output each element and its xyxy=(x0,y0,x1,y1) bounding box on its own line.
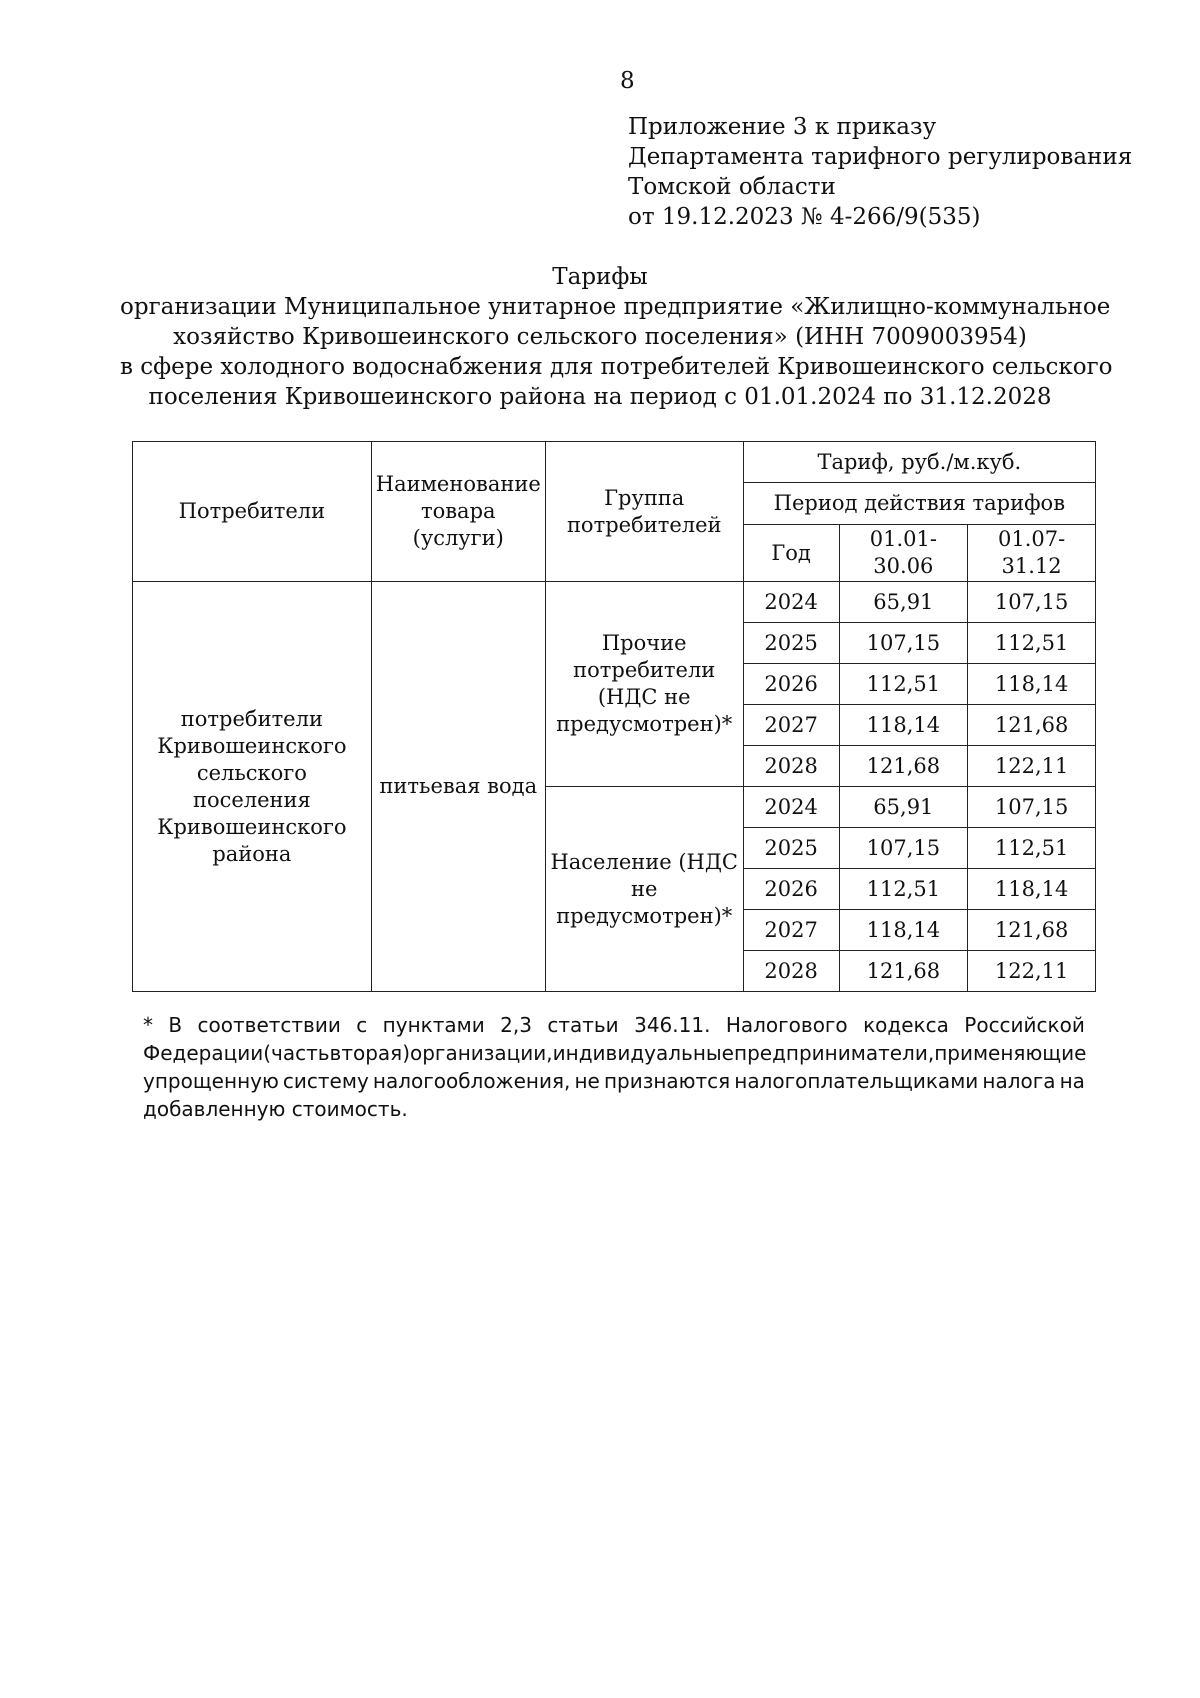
footnote-word: предприниматели, xyxy=(734,1041,935,1065)
tariff-cell: 112,51 xyxy=(968,828,1096,869)
tariff-cell: 121,68 xyxy=(839,746,968,787)
year-cell: 2024 xyxy=(743,582,839,623)
group-cell: Прочие потребители (НДС не предусмотрен)* xyxy=(545,582,743,787)
footnote-word: В xyxy=(168,1013,183,1037)
tariff-cell: 122,11 xyxy=(968,746,1096,787)
footnote-word: * xyxy=(143,1013,153,1037)
header-period: Период действия тарифов xyxy=(743,483,1095,525)
tariff-cell: 112,51 xyxy=(839,869,968,910)
year-cell: 2027 xyxy=(743,910,839,951)
footnote-word: (часть xyxy=(263,1041,330,1065)
tariff-cell: 107,15 xyxy=(968,787,1096,828)
footnote-word: применяющие xyxy=(934,1041,1087,1065)
appendix-line: Томской области xyxy=(628,174,836,200)
footnote-word: признаются xyxy=(603,1069,731,1093)
appendix-block xyxy=(628,112,1132,232)
year-cell: 2026 xyxy=(743,664,839,705)
footnote-word: Российской xyxy=(964,1013,1085,1037)
header-half2: 01.07-31.12 xyxy=(968,525,1096,582)
header-row xyxy=(133,442,1096,483)
footnote-word: не xyxy=(574,1069,600,1093)
year-cell: 2025 xyxy=(743,623,839,664)
tariff-cell: 118,14 xyxy=(968,664,1096,705)
footnote-line: добавленную стоимость. xyxy=(143,1097,408,1121)
document-title xyxy=(120,262,1113,412)
footnote-word: налогоплательщиками xyxy=(734,1069,979,1093)
header-consumers: Потребители xyxy=(133,442,372,582)
product-cell: питьевая вода xyxy=(371,582,545,992)
tariff-cell: 107,15 xyxy=(839,623,968,664)
header-product: Наименование товара (услуги) xyxy=(371,442,545,582)
year-cell: 2028 xyxy=(743,746,839,787)
footnote-line xyxy=(143,1039,1085,1067)
header-tariff: Тариф, руб./м.куб. xyxy=(743,442,1095,483)
footnote-word: индивидуальные xyxy=(552,1041,734,1065)
tariff-cell: 107,15 xyxy=(968,582,1096,623)
appendix-line: Департамента тарифного регулирования xyxy=(628,144,1133,170)
consumer-cell: потребители Кривошеинского сельского поселения Кривошеинского района xyxy=(133,582,372,992)
appendix-line: от 19.12.2023 № 4-266/9(535) xyxy=(628,204,981,230)
appendix-line: Приложение 3 к приказу xyxy=(628,114,937,140)
tariff-cell: 118,14 xyxy=(839,705,968,746)
tariff-cell: 65,91 xyxy=(839,787,968,828)
tariff-cell: 121,68 xyxy=(968,705,1096,746)
footnote-line xyxy=(143,1067,1085,1095)
footnote-word: налога xyxy=(982,1069,1056,1093)
tariff-cell: 121,68 xyxy=(968,910,1096,951)
footnote xyxy=(143,1011,1085,1123)
footnote-word: 2,3 xyxy=(500,1013,532,1037)
footnote-word: пунктами xyxy=(382,1013,485,1037)
footnote-word: соответствии xyxy=(197,1013,341,1037)
tariff-cell: 122,11 xyxy=(968,951,1096,992)
page-number: 8 xyxy=(620,68,635,94)
footnote-word: вторая) xyxy=(329,1041,410,1065)
tariff-cell: 118,14 xyxy=(839,910,968,951)
tariff-cell: 107,15 xyxy=(839,828,968,869)
footnote-word: 346.11. xyxy=(634,1013,711,1037)
footnote-word: Федерации xyxy=(143,1041,264,1065)
footnote-word: Налогового xyxy=(725,1013,848,1037)
footnote-word: организации, xyxy=(410,1041,553,1065)
title-line: хозяйство Кривошеинского сельского поселения» (ИНН 7009003954) xyxy=(173,324,1027,350)
title-line: в сфере холодного водоснабжения для потребителей Кривошеинского сельского xyxy=(120,354,1113,380)
title-heading: Тарифы xyxy=(552,264,648,290)
header-half1: 01.01-30.06 xyxy=(839,525,968,582)
year-cell: 2026 xyxy=(743,869,839,910)
footnote-word: налогообложения, xyxy=(372,1069,571,1093)
footnote-line xyxy=(143,1011,1085,1039)
group-cell: Население (НДС не предусмотрен)* xyxy=(545,787,743,992)
year-cell: 2025 xyxy=(743,828,839,869)
title-line: организации Муниципальное унитарное предприятие «Жилищно-коммунальное xyxy=(120,294,1111,320)
tariff-cell: 112,51 xyxy=(968,623,1096,664)
footnote-word: статьи xyxy=(547,1013,619,1037)
footnote-word: кодекса xyxy=(863,1013,949,1037)
header-year: Год xyxy=(743,525,839,582)
table-row xyxy=(133,582,1096,623)
title-line: поселения Кривошеинского района на период с 01.01.2024 по 31.12.2028 xyxy=(148,384,1052,410)
header-group: Группа потребителей xyxy=(545,442,743,582)
tariff-cell: 118,14 xyxy=(968,869,1096,910)
footnote-word: с xyxy=(356,1013,368,1037)
year-cell: 2024 xyxy=(743,787,839,828)
footnote-word: на xyxy=(1059,1069,1085,1093)
year-cell: 2027 xyxy=(743,705,839,746)
footnote-word: упрощенную xyxy=(143,1069,279,1093)
year-cell: 2028 xyxy=(743,951,839,992)
tariff-cell: 65,91 xyxy=(839,582,968,623)
tariff-table xyxy=(132,441,1096,992)
tariff-cell: 112,51 xyxy=(839,664,968,705)
tariff-cell: 121,68 xyxy=(839,951,968,992)
footnote-word: систему xyxy=(282,1069,369,1093)
